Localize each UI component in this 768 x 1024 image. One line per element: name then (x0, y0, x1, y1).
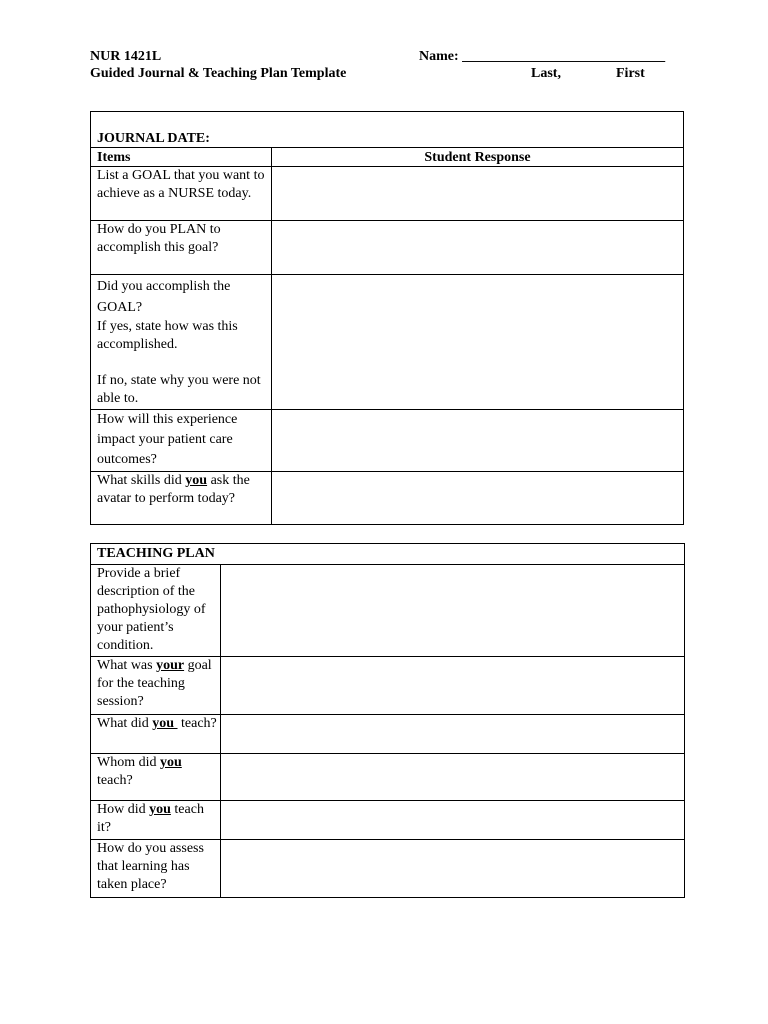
first-name-label: First (616, 66, 645, 81)
tp-goal (97, 657, 219, 711)
course-code: NUR 1421L (90, 49, 162, 64)
item-skills-text: ask the avatar to perform today? (97, 473, 250, 506)
response-skills[interactable] (272, 472, 683, 524)
tp-response-goal[interactable] (221, 657, 684, 714)
tp-response-how[interactable] (221, 801, 684, 839)
name-blank: _____________________________ (462, 49, 666, 64)
item-plan: How do you PLAN to accomplish this goal? (97, 222, 221, 255)
item-accomplish-line: Did you accomplish the (97, 279, 231, 294)
emphasis-you: you (185, 473, 208, 488)
tp-response-what[interactable] (221, 715, 684, 753)
emphasis-your: your (156, 658, 185, 673)
emphasis-you: you (149, 802, 171, 817)
item-impact: How will this experience impact your patient care outcomes? (97, 412, 238, 467)
tp-response-assess[interactable] (221, 840, 684, 897)
teaching-plan-table (90, 543, 685, 898)
tp-whom-text: Whom did (97, 755, 160, 770)
emphasis-you: you (160, 755, 182, 770)
tp-response-whom[interactable] (221, 754, 684, 800)
emphasis-you: you (152, 716, 178, 731)
tp-what-text: What did (97, 716, 153, 731)
item-goal: List a GOAL that you want to achieve as a NURSE today. (97, 168, 265, 201)
item-accomplish-line: GOAL? (97, 300, 143, 315)
tp-pathophysiology: Provide a brief description of the pathophysiology of your patient’s condition. (97, 566, 206, 653)
item-skills-text: What skills did (97, 473, 186, 488)
tp-whom-text: teach? (97, 773, 133, 788)
tp-what-text: teach? (177, 716, 217, 731)
col-header-response: Student Response (424, 150, 531, 165)
response-accomplish[interactable] (272, 275, 683, 409)
tp-how-taught (97, 801, 219, 837)
template-title: Guided Journal & Teaching Plan Template (90, 66, 347, 81)
tp-what-taught (97, 715, 219, 733)
journal-date-label: JOURNAL DATE: (97, 131, 210, 146)
tp-assess-learning: How do you assess that learning has taken place? (97, 841, 204, 892)
tp-whom-taught (97, 754, 197, 790)
col-header-items: Items (97, 150, 131, 165)
response-goal[interactable] (272, 167, 683, 220)
last-name-label: Last, (531, 66, 561, 81)
response-plan[interactable] (272, 221, 683, 274)
journal-table (90, 111, 684, 525)
tp-goal-text: What was (97, 658, 157, 673)
item-accomplish (97, 276, 269, 408)
name-field[interactable] (419, 48, 665, 65)
response-impact[interactable] (272, 410, 683, 471)
item-accomplish-no: If no, state why you were not able to. (97, 373, 261, 406)
name-label: Name: (419, 49, 463, 64)
tp-how-text: teach it? (97, 802, 204, 835)
teaching-plan-title: TEACHING PLAN (97, 546, 215, 561)
tp-how-text: How did (97, 802, 150, 817)
tp-response-pathophysiology[interactable] (221, 565, 684, 656)
item-skills (97, 472, 269, 508)
tp-goal-text: goal for the teaching session? (97, 658, 212, 709)
item-accomplish-yes: If yes, state how was this accomplished. (97, 319, 238, 352)
